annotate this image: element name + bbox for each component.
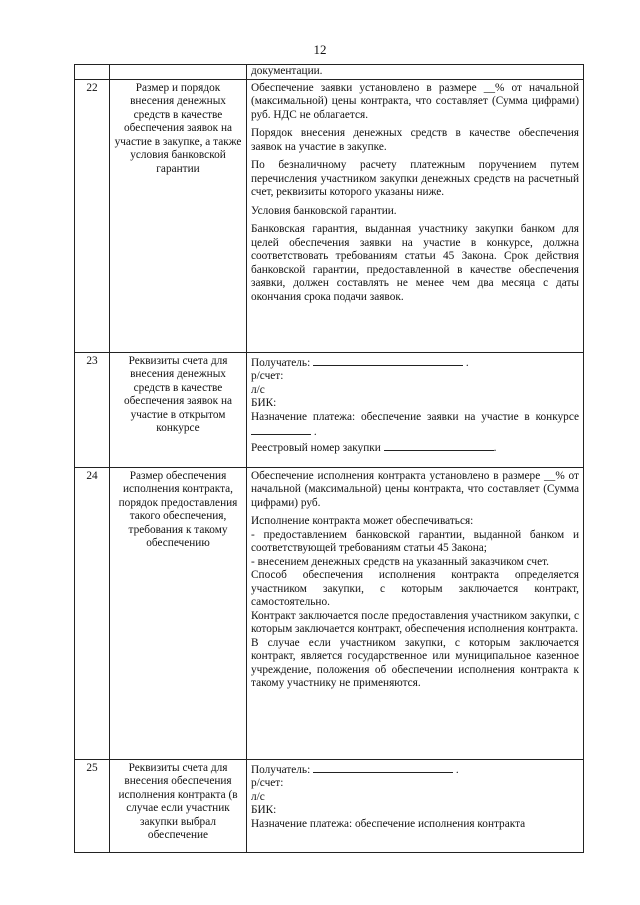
recipient-line: Получатель: .	[251, 356, 469, 369]
recipient-blank	[313, 762, 453, 773]
row-title: Размер и порядок внесения денежных средств в качестве обеспечения заявок на участие в закупке, а также условия банковской гарантии	[110, 79, 247, 352]
table-row	[75, 759, 584, 852]
recipient-label: Получатель:	[251, 356, 311, 369]
bik-label: БИК:	[251, 397, 277, 409]
account-label: р/счет:	[251, 370, 284, 382]
content-paragraph: В случае если участником закупки, с которым заключается контракт, является государственное или муниципальное казенное учреждение, положения об обеспечении исполнения контракта к такому участнику не применяются.	[251, 636, 579, 689]
payment-purpose-text: Назначение платежа: обеспечение заявки на участие в конкурсе	[251, 410, 579, 423]
content-paragraph: Обеспечение исполнения контракта установлено в размере __% от начальной (максимальной) цены контракта, что составляет (Сумма цифрами) руб.	[251, 469, 579, 509]
row-number: 24	[75, 467, 110, 759]
row-content-cell	[247, 65, 584, 80]
content-paragraph: Способ обеспечения исполнения контракта определяется участником закупки, с которым заключается контракт, самостоятельно.	[251, 569, 579, 608]
page-number: 12	[313, 42, 327, 57]
content-paragraph: Условия банковской гарантии.	[251, 204, 397, 217]
registry-blank	[384, 440, 494, 451]
registry-number-label: Реестровый номер закупки	[251, 441, 381, 454]
recipient-label: Получатель:	[251, 763, 311, 776]
content-paragraph: Обеспечение заявки установлено в размере __% от начальной (максимальной) цены контракта, что составляет (Сумма цифрами) руб. НДС не облагается.	[251, 81, 579, 121]
content-paragraph: - предоставлением банковской гарантии, выданной банком и соответствующей требованиям статьи 45 Закона;	[251, 528, 579, 554]
registry-number-line: Реестровый номер закупки .	[251, 441, 497, 454]
content-paragraph: Банковская гарантия, выданная участнику закупки банком для целей обеспечения заявки на участие в конкурсе, должна соответствовать требованиям статьи 45 Закона. Срок действия банковской гарантии, предоставленной в качестве обеспечения заявки, должен составлять не менее чем два месяца с даты окончания срока подачи заявок.	[251, 223, 579, 303]
bik-label: БИК:	[251, 804, 277, 816]
ls-label: л/с	[251, 790, 265, 803]
recipient-line: Получатель: .	[251, 763, 459, 776]
row-number-cell	[75, 65, 110, 80]
row-content-cell	[247, 467, 584, 759]
row-content-cell	[247, 79, 584, 352]
recipient-blank	[313, 355, 463, 366]
content-text: документации.	[251, 65, 323, 77]
row-title: Размер обеспечения исполнения контракта, порядок предоставления такого обеспечения, требования к такому обеспечению	[110, 467, 247, 759]
content-paragraph: - внесением денежных средств на указанный заказчиком счет.	[251, 555, 550, 568]
row-content-cell	[247, 352, 584, 467]
table-row	[75, 65, 584, 80]
table-row	[75, 79, 584, 352]
row-title: Реквизиты счета для внесения денежных средств в качестве обеспечения заявок на участие в открытом конкурсе	[110, 352, 247, 467]
account-label: р/счет:	[251, 777, 284, 789]
row-number: 23	[75, 352, 110, 467]
content-paragraph: Порядок внесения денежных средств в качестве обеспечения заявок на участие в закупке.	[251, 127, 579, 153]
purpose-blank	[251, 424, 311, 435]
row-number: 25	[75, 759, 110, 852]
content-paragraph: Контракт заключается после предоставления участником закупки, с которым заключается контракт, обеспечения исполнения контракта.	[251, 609, 579, 635]
table-row	[75, 352, 584, 467]
row-number: 22	[75, 79, 110, 352]
table-row	[75, 467, 584, 759]
tender-requirements-table	[74, 64, 584, 853]
content-paragraph: Исполнение контракта может обеспечиваться:	[251, 515, 474, 527]
payment-purpose-line: Назначение платежа: обеспечение заявки на участие в конкурсе .	[251, 410, 579, 438]
row-content-cell	[247, 759, 584, 852]
row-title: Реквизиты счета для внесения обеспечения исполнения контракта (в случае если участник закупки выбрал обеспечение	[110, 759, 247, 852]
content-paragraph: По безналичному расчету платежным поручением путем перечисления участником закупки денежных средств на расчетный счет, реквизиты которого указаны ниже.	[251, 159, 579, 198]
row-name-cell	[110, 65, 247, 80]
payment-purpose-text: Назначение платежа: обеспечение исполнения контракта	[251, 817, 526, 830]
ls-label: л/с	[251, 383, 265, 396]
